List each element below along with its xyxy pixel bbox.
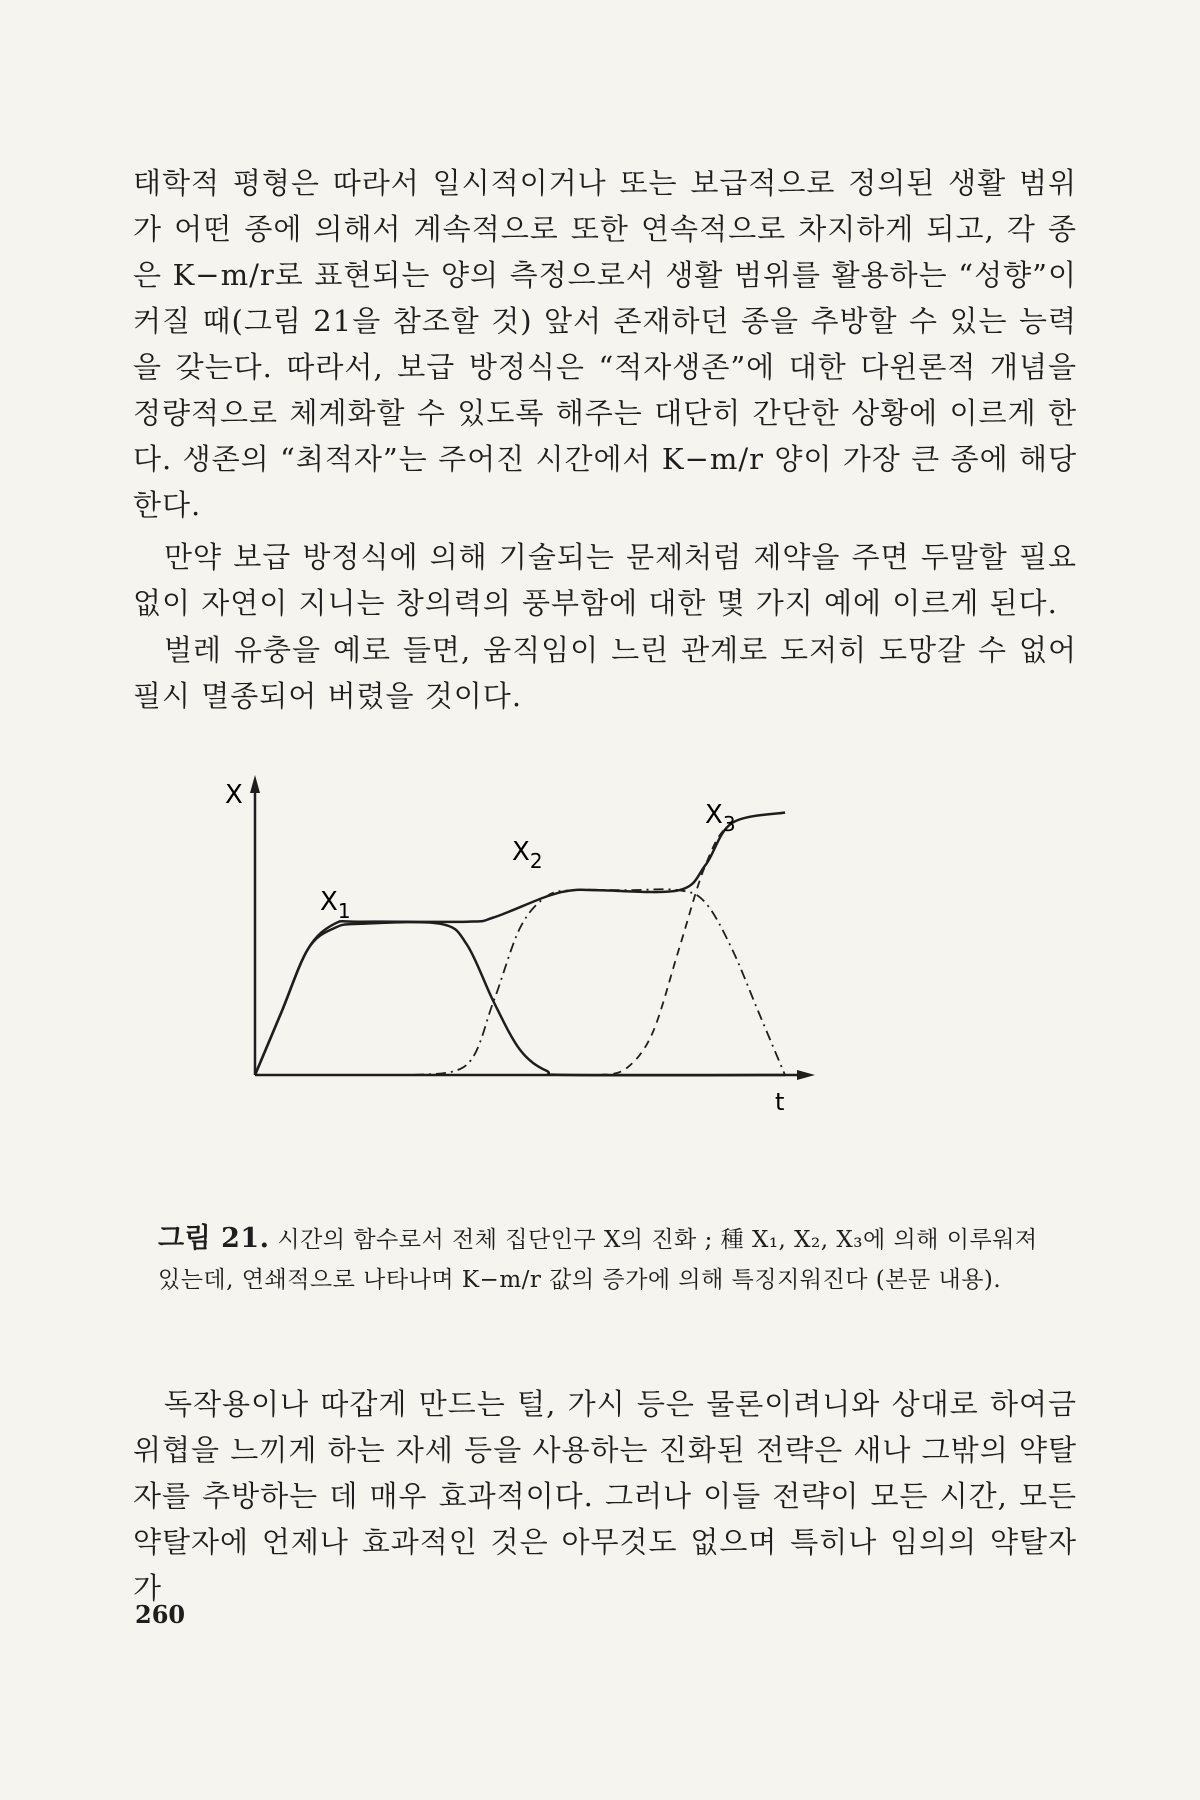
y-axis-label: X [225,780,243,810]
caption-label: 그림 21. [158,1223,270,1254]
page-number: 260 [135,1600,186,1629]
paragraph-1: 태학적 평형은 따라서 일시적이거나 또는 보급적으로 정의된 생활 범위가 어떤 종에 의해서 계속적으로 또한 연속적으로 차지하게 되고, 각 종은 K−m/r로 표현되는 양의 측정으로서 생활 범위를 활용하는 “성향”이 커질 때(그림 21을 참조할 것) 앞서 존재하던 종을 추방할 수 있는 능력을 갖는다. 따라서, 보급 방정식은 “적자생존”에 대한 다윈론적 개념을 정량적으로 체계화할 수 있도록 해주는 대단히 간단한 상황에 이르게 한다. 생존의 “최적자”는 주어진 시간에서 K−m/r 양이 가장 큰 종에 해당한다. [133,166,1077,522]
curve-label-x2: $X_2$ [512,837,543,873]
x-axis-label: t [775,1088,785,1116]
figure-caption [158,1219,1043,1300]
paragraph-2: 만약 보급 방정식에 의해 기술되는 문제처럼 제약을 주면 두말할 필요 없이 자연이 지니는 창의력의 풍부함에 대한 몇 가지 예에 이르게 된다. [133,540,1077,620]
x-axis-arrow [797,1070,815,1080]
paragraph-3: 벌레 유충을 예로 들면, 움직임이 느린 관계로 도저히 도망갈 수 없어 필시 멸종되어 버렸을 것이다. [133,633,1077,713]
series-line-x2 [414,889,785,1075]
caption-text: 시간의 함수로서 전체 집단인구 X의 진화 ; 種 X₁, X₂, X₃에 의해 이루워져 있는데, 연쇄적으로 나타나며 K−m/r 값의 증가에 의해 특징지워진다 (본문 내용). [158,1227,1038,1293]
y-axis-arrow [250,775,260,793]
figure-21 [225,765,925,1220]
series-line-x1 [255,922,785,1075]
population-chart [225,765,925,1220]
paragraph-4: 독작용이나 따갑게 만드는 털, 가시 등은 물론이려니와 상대로 하여금 위협을 느끼게 하는 자세 등을 사용하는 진화된 전략은 새나 그밖의 약탈자를 추방하는 데 매우 효과적이다. 그러나 이들 전략이 모든 시간, 모든 약탈자에 언제나 효과적인 것은 아무것도 없으며 특히나 임의의 약탈자가 [133,1387,1077,1605]
series-line-x3 [600,813,786,1076]
curve-label-x3: $X_3$ [705,800,736,836]
curve-label-x1: $X_1$ [320,887,351,923]
